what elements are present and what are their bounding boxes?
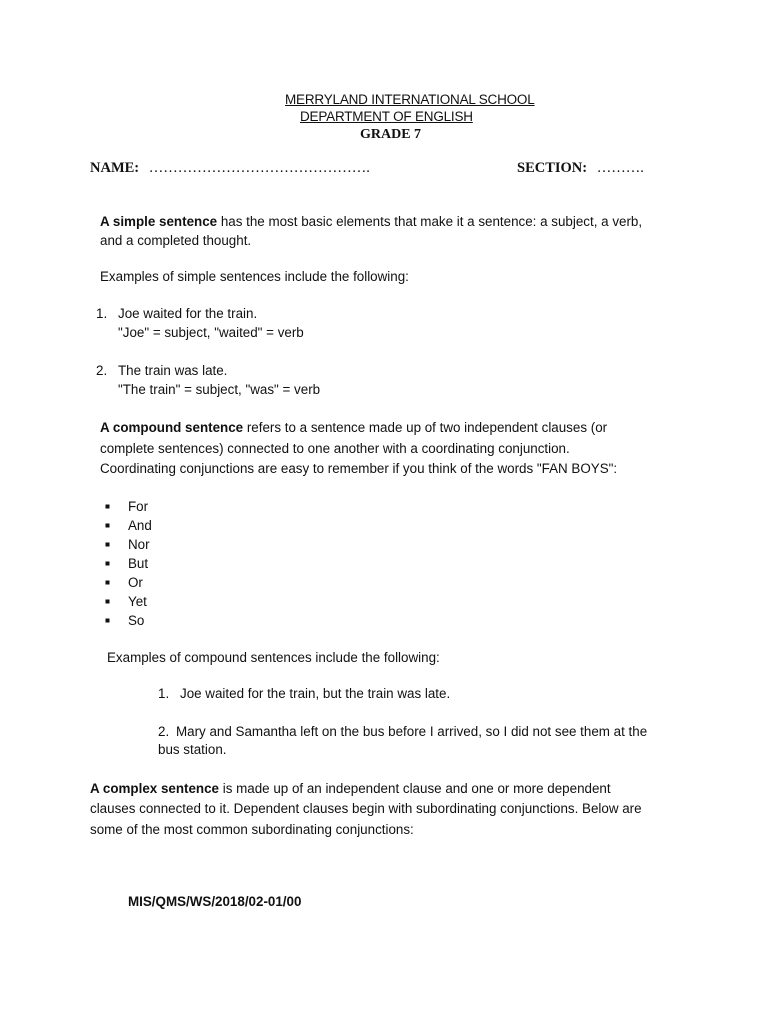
compound-term: A compound sentence [100,420,244,435]
name-label: NAME: [90,160,140,176]
conjunction-list [104,497,152,630]
square-bullet-icon [104,535,111,542]
simple-example-2-number: 2. [96,363,108,378]
complex-definition-line-1 [90,779,611,798]
section-blank: ………. [596,160,644,176]
square-bullet-icon [104,573,111,580]
square-bullet-icon [104,611,111,618]
simple-example-1-number: 1. [96,306,108,321]
list-item: Or [104,573,152,592]
document-code: MIS/QMS/WS/2018/02-01/00 [128,894,302,909]
simple-definition-line-2: and a completed thought. [100,233,252,248]
square-bullet-icon [104,554,111,561]
compound-examples-intro: Examples of compound sentences include the following: [107,650,440,665]
section-label: SECTION: [517,160,588,176]
list-item: So [104,611,152,630]
simple-definition-text: has the most basic elements that make it a sentence: a subject, a verb, [217,214,643,229]
square-bullet-icon [104,497,111,504]
school-name: MERRYLAND INTERNATIONAL SCHOOL [285,92,535,107]
simple-term: A simple sentence [100,214,218,229]
complex-definition-line-2: clauses connected to it. Dependent clauses begin with subordinating conjunctions. Below are [90,801,642,816]
grade-label: GRADE 7 [360,127,422,142]
simple-example-2-analysis: "The train" = subject, "was" = verb [118,382,321,397]
square-bullet-icon [104,592,111,599]
department-name: DEPARTMENT OF ENGLISH [300,109,473,124]
compound-definition-text: refers to a sentence made up of two independent clauses (or [243,420,608,435]
list-item: But [104,554,152,573]
name-blank: ………………………………………. [148,160,370,176]
compound-example-2-text-line-1: Mary and Samantha left on the bus before I arrived, so I did not see them at the [176,724,648,739]
simple-example-1-sentence: Joe waited for the train. [118,306,258,321]
simple-examples-intro: Examples of simple sentences include the following: [100,269,409,284]
compound-example-1-text: Joe waited for the train, but the train was late. [180,686,451,701]
section-field [517,160,644,177]
complex-definition-line-3: some of the most common subordinating conjunctions: [90,822,414,837]
compound-example-1-number: 1. [158,686,170,701]
simple-example-2-sentence: The train was late. [118,363,228,378]
simple-example-1-analysis: "Joe" = subject, "waited" = verb [118,325,304,340]
list-item: And [104,516,152,535]
complex-term: A complex sentence [90,781,219,796]
list-item: Yet [104,592,152,611]
compound-example-2-number: 2. [158,724,170,739]
name-field [90,160,370,177]
compound-definition-line-2: complete sentences) connected to one another with a coordinating conjunction. [100,441,570,456]
list-item: Nor [104,535,152,554]
compound-definition-line-3: Coordinating conjunctions are easy to remember if you think of the words "FAN BOYS": [100,461,618,476]
list-item: For [104,497,152,516]
compound-definition-line-1 [100,418,607,437]
compound-example-2-text-line-2: bus station. [158,742,227,757]
complex-definition-text: is made up of an independent clause and one or more dependent [219,781,611,796]
square-bullet-icon [104,516,111,523]
simple-definition-line-1 [100,212,642,231]
